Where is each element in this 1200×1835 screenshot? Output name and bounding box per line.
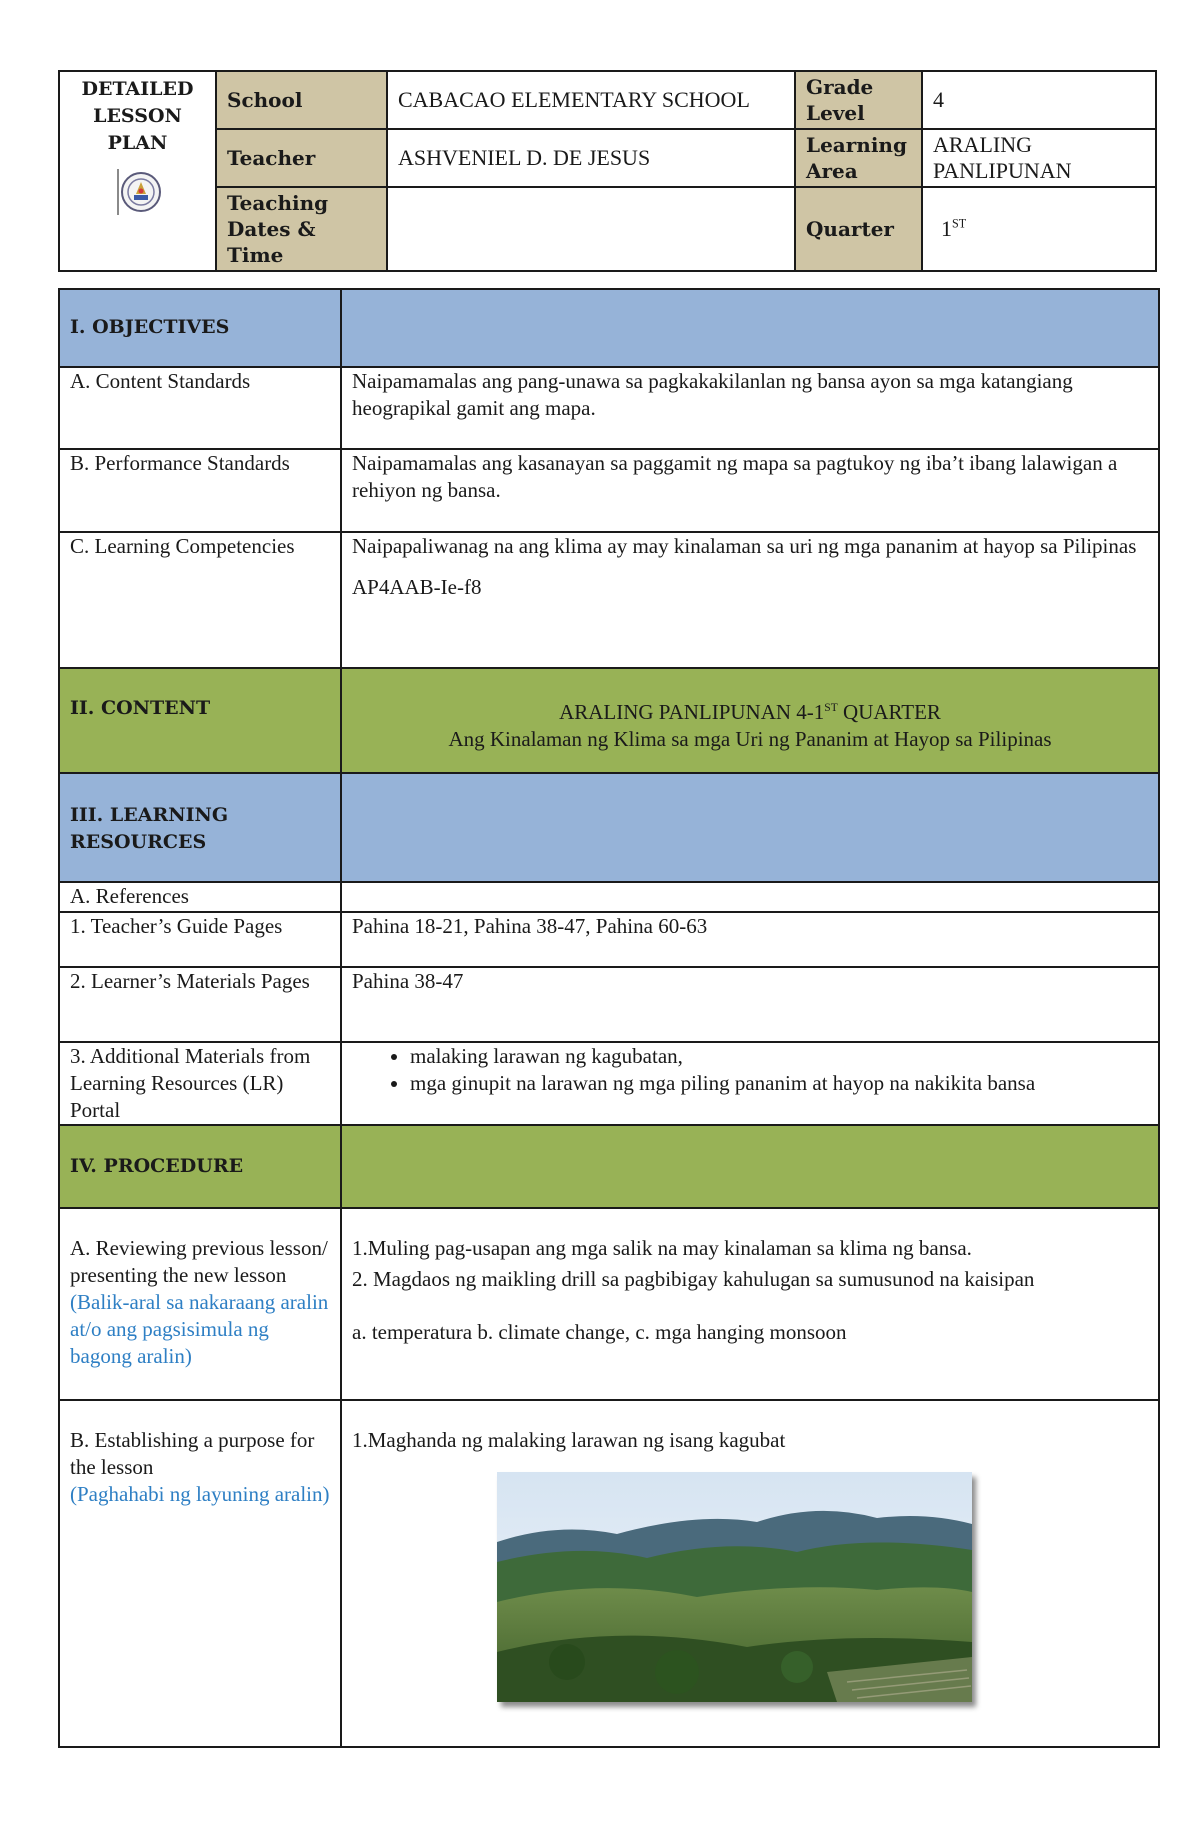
- school-label-cell: [216, 71, 387, 129]
- grade-label-line1: Grade: [806, 75, 874, 99]
- content-line1-pre: ARALING PANLIPUNAN 4-1: [559, 700, 825, 725]
- dates-label-cell: [216, 187, 387, 271]
- lesson-plan-table: [58, 288, 1160, 1748]
- teacher-label-cell: [216, 129, 387, 187]
- competencies-code: AP4AAB-Ie-f8: [352, 575, 482, 600]
- grade-value: 4: [933, 87, 944, 112]
- review-label: A. Reviewing previous lesson/ presenting the new lesson: [70, 1236, 328, 1288]
- content-heading: II. CONTENT: [59, 668, 341, 773]
- tg-row: [59, 912, 1159, 967]
- lm-value: Pahina 38-47: [341, 967, 1159, 1042]
- grade-value-cell: [922, 71, 1156, 129]
- dates-value-cell: [387, 187, 795, 271]
- resources-band: [59, 773, 1159, 882]
- lm-row: [59, 967, 1159, 1042]
- review-cell: [59, 1208, 341, 1400]
- references-empty: [341, 882, 1159, 911]
- additional-list: [352, 1043, 1148, 1097]
- school-value-cell: [387, 71, 795, 129]
- objectives-band-empty: [341, 289, 1159, 367]
- grade-label-line2: Level: [806, 101, 865, 125]
- list-item: • malaking larawan ng kagubatan,: [410, 1043, 1148, 1070]
- additional-cell: [341, 1042, 1159, 1126]
- review-line1: 1.Muling pag-usapan ang mga salik na may kinalaman sa klima ng bansa.: [352, 1236, 972, 1261]
- grade-label-cell: [795, 71, 922, 129]
- area-value-line1: ARALING: [933, 132, 1032, 157]
- plan-title-line1: DETAILED: [81, 78, 194, 100]
- forest-landscape-image: [497, 1472, 972, 1702]
- content-line1: [352, 699, 1148, 726]
- performance-standards-row: [59, 449, 1159, 532]
- content-cell: [341, 668, 1159, 773]
- purpose-label: B. Establishing a purpose for the lesson: [70, 1427, 315, 1479]
- content-standards-text: Naipamamalas ang pang-unawa sa pagkakakilanlan ng bansa ayon sa mga katangiang heograpikal gamit ang mapa.: [341, 367, 1159, 450]
- review-content: [341, 1208, 1159, 1400]
- deped-seal-icon: [113, 167, 163, 225]
- list-item: • mga ginupit na larawan ng mga piling pananim at hayop na nakikita bansa: [410, 1070, 1148, 1097]
- purpose-cell: [59, 1400, 341, 1747]
- teacher-value: ASHVENIEL D. DE JESUS: [398, 145, 651, 170]
- purpose-line1: 1.Maghanda ng malaking larawan ng isang kagubat: [352, 1427, 786, 1452]
- header-table: [58, 70, 1157, 272]
- performance-standards-text: Naipamamalas ang kasanayan sa paggamit ng mapa sa pagtukoy ng iba’t ibang lalawigan a rehiyon ng bansa.: [341, 449, 1159, 532]
- tg-label: 1. Teacher’s Guide Pages: [59, 912, 341, 967]
- content-line2: Ang Kinalaman ng Klima sa mga Uri ng Pananim at Hayop sa Pilipinas: [448, 727, 1052, 752]
- quarter-label: Quarter: [806, 217, 894, 241]
- content-line1-post: QUARTER: [837, 700, 941, 725]
- resources-band-empty: [341, 773, 1159, 882]
- content-standards-row: [59, 367, 1159, 450]
- content-standards-label: A. Content Standards: [59, 367, 341, 450]
- procedure-heading: IV. PROCEDURE: [59, 1125, 341, 1208]
- content-line1-sup: ST: [824, 702, 838, 715]
- content-band: [59, 668, 1159, 773]
- competencies-cell: [341, 532, 1159, 668]
- lm-label: 2. Learner’s Materials Pages: [59, 967, 341, 1042]
- competencies-text: Naipapaliwanag na ang klima ay may kinalaman sa uri ng mga pananim at hayop sa Pilipinas: [352, 534, 1137, 559]
- review-note: (Balik-aral sa nakaraang aralin at/o ang pagsisimula ng bagong aralin): [70, 1290, 329, 1369]
- objectives-band: [59, 289, 1159, 367]
- area-value-cell: [922, 129, 1156, 187]
- area-label-line1: Learning: [806, 133, 907, 157]
- review-line2: 2. Magdaos ng maikling drill sa pagbibigay kahulugan sa sumusunod na kaisipan: [352, 1267, 1035, 1292]
- dates-label-line1: Teaching: [227, 191, 329, 215]
- plan-title-line3: PLAN: [107, 132, 168, 154]
- purpose-note: (Paghahabi ng layuning aralin): [70, 1481, 330, 1506]
- quarter-label-cell: [795, 187, 922, 271]
- procedure-band-empty: [341, 1125, 1159, 1208]
- purpose-content: [341, 1400, 1159, 1747]
- resources-heading: III. LEARNING RESOURCES: [59, 773, 341, 882]
- area-label-cell: [795, 129, 922, 187]
- school-label: School: [227, 88, 303, 112]
- school-value: CABACAO ELEMENTARY SCHOOL: [398, 87, 750, 112]
- review-row: [59, 1208, 1159, 1400]
- quarter-value-sup: ST: [952, 216, 967, 231]
- area-value-line2: PANLIPUNAN: [933, 158, 1072, 183]
- additional-row: [59, 1042, 1159, 1126]
- teacher-label: Teacher: [227, 146, 316, 170]
- procedure-band: [59, 1125, 1159, 1208]
- plan-title-line2: LESSON: [93, 105, 182, 127]
- additional-label: 3. Additional Materials from Learning Resources (LR) Portal: [59, 1042, 341, 1126]
- tg-value: Pahina 18-21, Pahina 38-47, Pahina 60-63: [341, 912, 1159, 967]
- references-row: [59, 882, 1159, 911]
- purpose-row: [59, 1400, 1159, 1747]
- references-label: A. References: [59, 882, 341, 911]
- performance-standards-label: B. Performance Standards: [59, 449, 341, 532]
- quarter-value-cell: [922, 187, 1156, 271]
- area-label-line2: Area: [806, 159, 858, 183]
- quarter-value-num: 1: [941, 216, 952, 241]
- review-line3: a. temperatura b. climate change, c. mga hanging monsoon: [352, 1320, 847, 1345]
- dates-label-line2: Dates & Time: [227, 217, 316, 267]
- competencies-label: C. Learning Competencies: [59, 532, 341, 668]
- competencies-row: [59, 532, 1159, 668]
- objectives-heading: I. OBJECTIVES: [59, 289, 341, 367]
- teacher-value-cell: [387, 129, 795, 187]
- plan-title-cell: [59, 71, 216, 271]
